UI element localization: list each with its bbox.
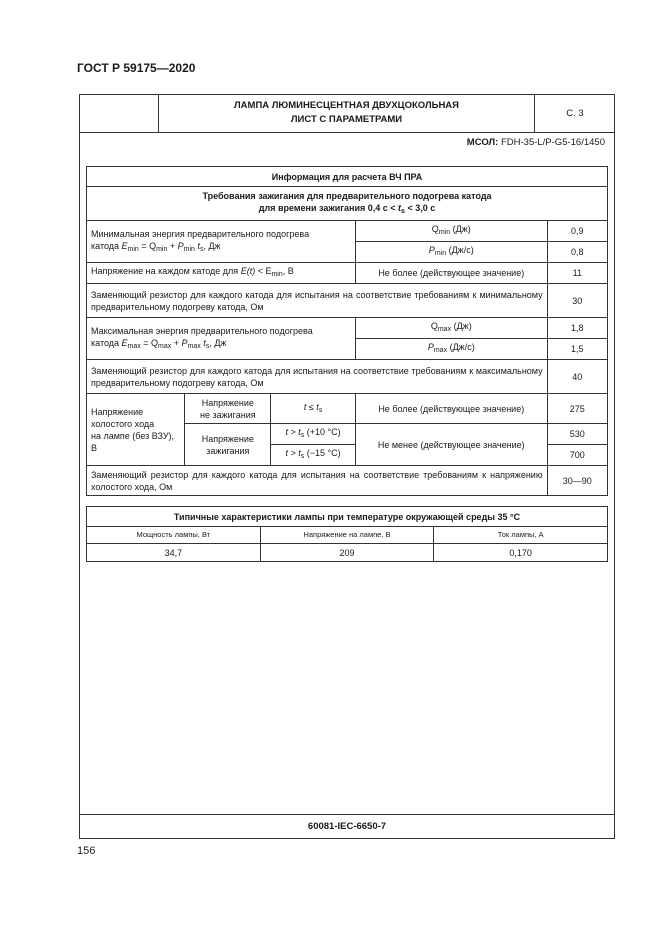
- q-min-label: [355, 221, 547, 242]
- ov-label-1: Напряжение: [91, 406, 144, 417]
- cathode-voltage-condition: Не более (действующее значение): [355, 263, 547, 284]
- f-t-sub: s: [199, 245, 204, 253]
- q-min-unit: (Дж): [450, 224, 471, 234]
- header-title: [159, 95, 535, 132]
- header-lamp-current: Ток лампы, А: [434, 527, 608, 544]
- cv-E: E: [240, 266, 247, 276]
- ib-temp: (−15 °C): [304, 448, 341, 458]
- header-blank-cell: [80, 95, 159, 132]
- ia-temp: (+10 °C): [304, 427, 341, 437]
- ia-t: t: [285, 427, 289, 437]
- ignition-condition-a: [271, 424, 356, 445]
- standard-number: ГОСТ Р 59175—2020: [77, 61, 196, 75]
- msol-code: FDH-35-L/P-G5-16/1450: [500, 137, 605, 148]
- fx-E-sub: max: [127, 342, 141, 350]
- subtitle-t-sub: s: [401, 207, 405, 215]
- f-P: P: [177, 240, 184, 251]
- subtitle-text-end: < 3,0 с: [404, 202, 436, 213]
- p-min-symbol: P: [428, 245, 435, 255]
- cv-sub: min: [271, 271, 283, 278]
- fx-P: P: [181, 337, 188, 348]
- no-ignition-condition: [271, 394, 356, 424]
- fx-t: t: [200, 337, 206, 348]
- msol-designation: [467, 137, 605, 148]
- ignition-limit: Не менее (действующее значение): [355, 424, 547, 466]
- q-max-symbol: Q: [430, 321, 438, 331]
- ignition-label: [185, 424, 271, 466]
- max-energy-formula: [91, 337, 351, 353]
- ni-1: Напряжение: [201, 397, 254, 408]
- resistor-open-value: 30—90: [547, 466, 607, 496]
- f-t: t: [194, 240, 200, 251]
- fx-Q-sub: max: [158, 342, 172, 350]
- p-max-value: 1,5: [547, 339, 607, 360]
- resistor-min-label: Заменяющий резистор для каждого катода для испытания на соответствие требованиям к минимальному предварительному подогреву катода, Ом: [87, 284, 548, 318]
- resistor-min-value: 30: [547, 284, 607, 318]
- sheet-footer-code: 60081-IEC-6650-7: [80, 814, 614, 839]
- value-lamp-current: 0,170: [434, 544, 608, 562]
- subtitle-line-2: [91, 202, 603, 218]
- ni-t: t: [303, 401, 307, 412]
- q-max-label: [355, 318, 547, 339]
- cv-pre: Напряжение на каждом катоде для: [91, 266, 241, 276]
- min-energy-formula: [91, 240, 351, 256]
- f-unit: , Дж: [203, 240, 221, 251]
- page-number: 156: [77, 845, 96, 857]
- no-ignition-value: 275: [547, 394, 607, 424]
- no-ignition-limit: Не более (действующее значение): [355, 394, 547, 424]
- q-max-unit: (Дж): [451, 321, 472, 331]
- ig-2: зажигания: [206, 445, 250, 456]
- ignition-condition-b: [271, 445, 356, 466]
- resistor-max-label: Заменяющий резистор для каждого катода для испытания на соответствие требованиям к максимальному предварительному подогреву катода, Ом: [87, 360, 548, 394]
- ov-label-3: на лампе (без ВЗУ), В: [91, 430, 175, 453]
- no-ignition-label: [185, 394, 271, 424]
- ib-sub: s: [300, 453, 305, 460]
- q-max-sub: max: [437, 326, 452, 333]
- max-energy-label: [87, 318, 356, 360]
- header-lamp-power: Мощность лампы, Вт: [87, 527, 261, 544]
- cathode-voltage-value: 11: [547, 263, 607, 284]
- min-energy-label-1: Минимальная энергия предварительного подогрева: [91, 228, 310, 239]
- info-table-subtitle: [87, 187, 608, 221]
- ib-gt: > t: [288, 448, 301, 458]
- ig-1: Напряжение: [201, 433, 254, 444]
- header-title-line-1: ЛАМПА ЛЮМИНЕСЦЕНТНАЯ ДВУХЦОКОЛЬНАЯ: [234, 100, 459, 111]
- p-min-value: 0,8: [547, 242, 607, 263]
- f-E-sub: min: [127, 245, 139, 253]
- typical-characteristics-table: [86, 506, 608, 562]
- value-lamp-power: 34,7: [87, 544, 261, 562]
- max-energy-label-1: Максимальная энергия предварительного подогрева: [91, 325, 313, 336]
- fx-eq: = Q: [140, 337, 159, 348]
- q-min-symbol: Q: [431, 224, 439, 234]
- q-min-sub: min: [438, 229, 451, 236]
- fx-pre: катода: [91, 337, 122, 348]
- info-table-title: Информация для расчета ВЧ ПРА: [87, 167, 608, 187]
- subtitle-t: t: [398, 202, 402, 213]
- f-P-sub: min: [183, 245, 195, 253]
- ballast-info-table: [86, 166, 608, 496]
- p-max-label: [355, 339, 547, 360]
- f-Q-sub: min: [156, 245, 168, 253]
- ia-gt: > t: [288, 427, 301, 437]
- fx-plus: +: [171, 337, 182, 348]
- q-min-value: 0,9: [547, 221, 607, 242]
- open-voltage-label: [87, 394, 185, 466]
- fx-E: E: [121, 337, 128, 348]
- msol-label: МСОЛ:: [466, 137, 499, 148]
- subtitle-text: для времени зажигания 0,4 с <: [258, 202, 399, 213]
- p-max-unit: (Дж/с): [447, 342, 475, 352]
- p-max-sub: max: [433, 347, 448, 354]
- sheet-header: [80, 95, 614, 133]
- ni-le: ≤ t: [306, 401, 319, 412]
- ia-sub: s: [300, 432, 305, 439]
- cv-lt: < E: [255, 266, 272, 276]
- fx-unit: , Дж: [209, 337, 227, 348]
- sheet-number: С. 3: [566, 108, 584, 119]
- header-title-line-2: ЛИСТ С ПАРАМЕТРАМИ: [290, 114, 403, 125]
- f-eq: = Q: [138, 240, 157, 251]
- f-plus: +: [167, 240, 178, 251]
- cv-unit: , В: [282, 266, 294, 276]
- ignition-value-b: 700: [547, 445, 607, 466]
- ignition-value-a: 530: [547, 424, 607, 445]
- resistor-max-value: 40: [547, 360, 607, 394]
- subtitle-line-1: Требования зажигания для предварительного подогрева катода: [202, 190, 492, 201]
- f-E: E: [121, 240, 128, 251]
- p-min-label: [355, 242, 547, 263]
- q-max-value: 1,8: [547, 318, 607, 339]
- fx-P-sub: max: [187, 342, 201, 350]
- p-max-symbol: P: [427, 342, 434, 352]
- ov-label-2: холостого хода: [91, 418, 155, 429]
- document-frame: [79, 94, 615, 839]
- p-min-sub: min: [434, 250, 447, 257]
- fx-t-sub: s: [205, 342, 210, 350]
- cathode-voltage-label: [87, 263, 356, 284]
- header-lamp-voltage: Напряжение на лампе, В: [260, 527, 434, 544]
- resistor-open-label: Заменяющий резистор для каждого катода для испытания на соответствие требованиям к напряжению холостого хода, Ом: [87, 466, 548, 496]
- cv-t: (t): [246, 266, 256, 276]
- f-pre: катода: [91, 240, 122, 251]
- typical-table-title: Типичные характеристики лампы при температуре окружающей среды 35 °С: [87, 507, 608, 527]
- value-lamp-voltage: 209: [260, 544, 434, 562]
- ni-sub: s: [318, 406, 323, 414]
- min-energy-label: [87, 221, 356, 263]
- p-min-unit: (Дж/с): [446, 245, 474, 255]
- ni-2: не зажигания: [200, 409, 256, 420]
- ib-t: t: [285, 448, 289, 458]
